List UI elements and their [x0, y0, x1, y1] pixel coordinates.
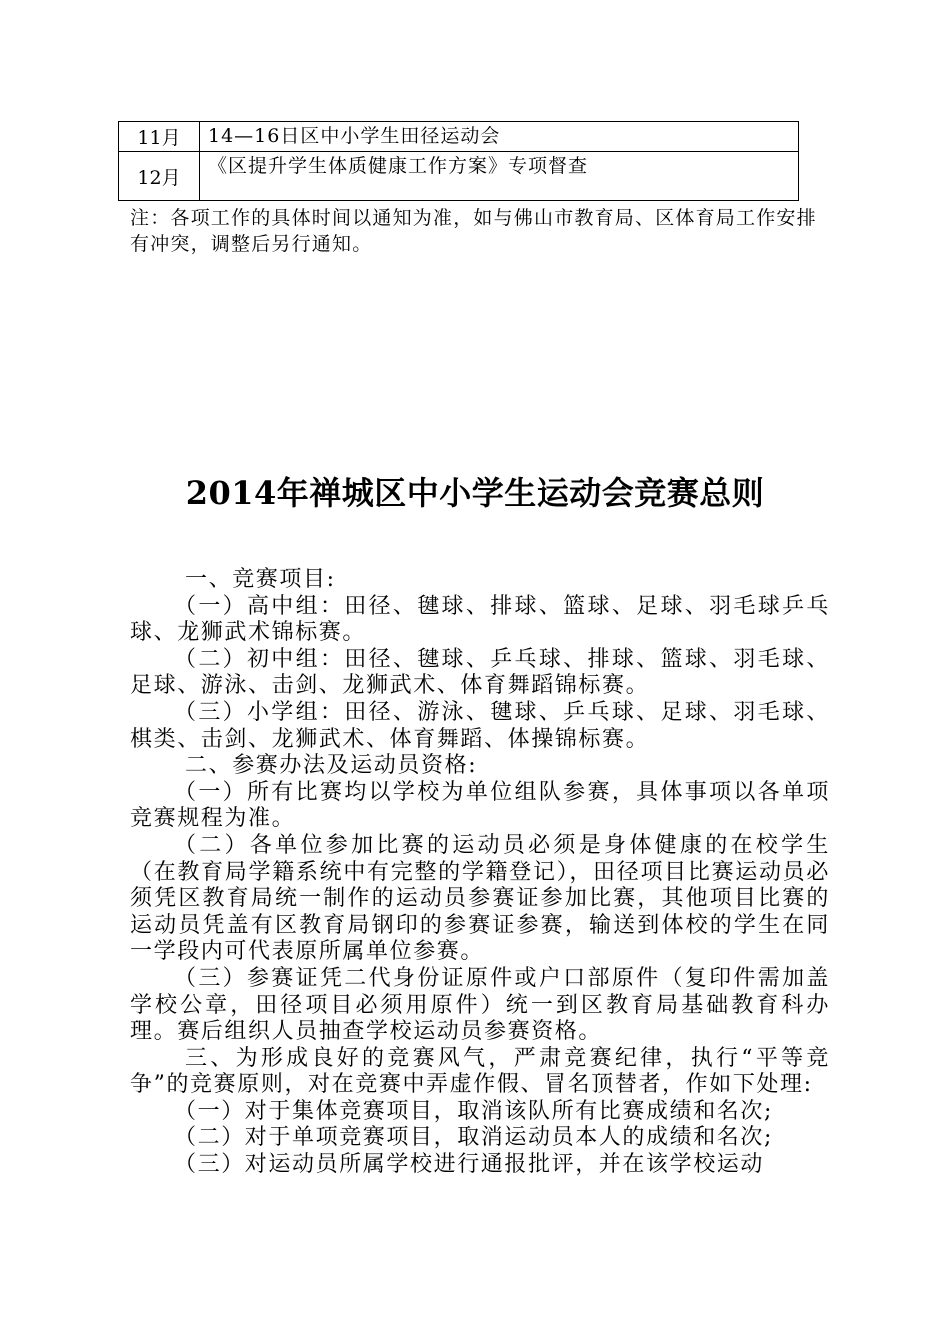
table-row: [119, 152, 799, 201]
paragraph: （二）初中组：田径、毽球、乒乓球、排球、篮球、羽毛球、足球、游泳、击剑、龙狮武术、体育舞蹈锦标赛。: [130, 646, 830, 699]
schedule-table: [118, 121, 799, 201]
month-cell: 11月: [119, 122, 200, 152]
event-cell: 14—16日区中小学生田径运动会: [200, 122, 799, 152]
schedule-note: 注：各项工作的具体时间以通知为准，如与佛山市教育局、区体育局工作安排有冲突，调整后另行通知。: [130, 207, 817, 255]
paragraph: （一）对于集体竞赛项目，取消该队所有比赛成绩和名次;: [174, 1098, 774, 1124]
paragraph: （二）对于单项竞赛项目，取消运动员本人的成绩和名次;: [174, 1125, 774, 1151]
paragraph: （一）高中组：田径、毽球、排球、篮球、足球、羽毛球乒乓球、龙狮武术锦标赛。: [130, 593, 830, 646]
section-heading: 二、参赛办法及运动员资格:: [185, 753, 478, 779]
event-cell: 《区提升学生体质健康工作方案》专项督查: [200, 152, 799, 201]
month-cell: 12月: [119, 152, 200, 201]
paragraph: （二）各单位参加比赛的运动员必须是身体健康的在校学生（在教育局学籍系统中有完整的学籍登记），田径项目比赛运动员必须凭区教育局统一制作的运动员参赛证参加比赛，其他项目比赛的运动员凭盖有区教育局钢印的参赛证参赛，输送到体校的学生在同一学段内可代表原所属单位参赛。: [130, 832, 830, 965]
table-row: [119, 122, 799, 152]
paragraph: （三）小学组：田径、游泳、毽球、乒乓球、足球、羽毛球、棋类、击剑、龙狮武术、体育舞蹈、体操锦标赛。: [130, 699, 830, 752]
document-body: [130, 567, 830, 1179]
section-heading: 一、竞赛项目:: [185, 567, 336, 592]
section-heading: 三、为形成良好的竞赛风气，严肃竞赛纪律，执行“平等竞争”的竞赛原则，对在竞赛中弄虚作假、冒名顶替者，作如下处理:: [130, 1045, 830, 1098]
paragraph: （三）对运动员所属学校进行通报批评，并在该学校运动: [174, 1152, 765, 1178]
paragraph: （三）参赛证凭二代身份证原件或户口部原件（复印件需加盖学校公章，田径项目必须用原件）统一到区教育局基础教育科办理。赛后组织人员抽查学校运动员参赛资格。: [130, 965, 830, 1045]
document-title: 2014年禅城区中小学生运动会竞赛总则: [185, 474, 765, 512]
paragraph: （一）所有比赛均以学校为单位组队参赛，具体事项以各单项竞赛规程为准。: [130, 779, 830, 832]
